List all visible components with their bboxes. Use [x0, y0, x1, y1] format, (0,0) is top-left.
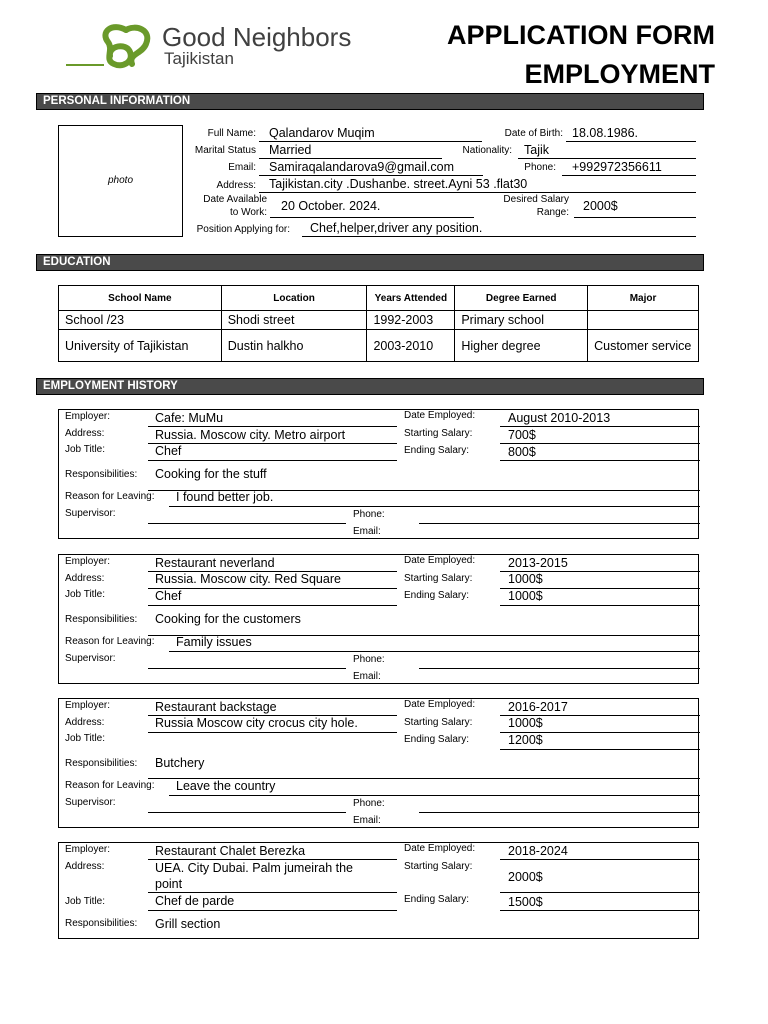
date-available-field[interactable]	[270, 217, 474, 218]
ending-salary-label: Ending Salary:	[404, 590, 470, 601]
table-cell[interactable]: Primary school	[455, 311, 588, 330]
starting-salary-field[interactable]	[500, 443, 700, 444]
marital-label: Marital Status	[194, 145, 256, 156]
ending-salary-value: 800$	[508, 445, 536, 459]
address-label: Address:	[65, 861, 105, 872]
date-employed-value: August 2010-2013	[508, 411, 611, 425]
photo-label: photo	[107, 175, 134, 186]
reason-value: I found better job.	[176, 490, 274, 504]
table-cell[interactable]: Customer service	[588, 330, 699, 362]
employer-label: Employer:	[65, 411, 111, 422]
starting-salary-label: Starting Salary:	[404, 717, 473, 728]
dob-field[interactable]	[566, 141, 696, 142]
starting-salary-field[interactable]	[500, 892, 700, 893]
table-cell[interactable]: School /23	[59, 311, 222, 330]
ending-salary-label: Ending Salary:	[404, 734, 470, 745]
starting-salary-value: 700$	[508, 428, 536, 442]
date-employed-label: Date Employed:	[404, 555, 476, 566]
employer-value: Restaurant neverland	[155, 556, 275, 570]
date-employed-value: 2013-2015	[508, 556, 568, 570]
supervisor-phone-label: Phone:	[353, 509, 385, 520]
employer-value: Restaurant Chalet Berezka	[155, 844, 306, 858]
job-block-1	[58, 409, 699, 539]
responsibilities-label: Responsibilities:	[65, 614, 138, 625]
job-block-2	[58, 554, 699, 684]
job-title-label: Job Title:	[65, 733, 106, 744]
phone-field[interactable]	[562, 175, 696, 176]
address-field[interactable]	[148, 443, 397, 444]
header-years-attended: Years Attended	[367, 286, 455, 311]
date-employed-field[interactable]	[500, 426, 700, 427]
date-employed-label: Date Employed:	[404, 410, 476, 421]
marital-value: Married	[269, 143, 312, 157]
ending-salary-field[interactable]	[500, 910, 700, 911]
ending-salary-value: 1500$	[508, 895, 543, 909]
responsibilities-label: Responsibilities:	[65, 918, 138, 929]
responsibilities-label: Responsibilities:	[65, 469, 138, 480]
header-major: Major	[588, 286, 699, 311]
salary-field[interactable]	[574, 217, 696, 218]
reason-value: Leave the country	[176, 779, 276, 793]
table-row	[59, 311, 699, 330]
salary-value: 2000$	[583, 199, 618, 213]
table-cell[interactable]: Dustin halkho	[221, 330, 367, 362]
supervisor-email-label: Email:	[353, 526, 381, 537]
full-name-label: Full Name:	[207, 128, 256, 139]
address-value: Russia Moscow city crocus city hole.	[155, 716, 358, 730]
employer-label: Employer:	[65, 700, 111, 711]
education-table	[58, 285, 699, 362]
table-cell[interactable]: Higher degree	[455, 330, 588, 362]
job-title-field[interactable]	[148, 910, 397, 911]
starting-salary-value: 1000$	[508, 716, 543, 730]
salary-label-1: Desired Salary	[503, 194, 569, 205]
starting-salary-value: 1000$	[508, 572, 543, 586]
address-label: Address:	[65, 573, 105, 584]
education-header-row	[59, 286, 699, 311]
table-cell[interactable]	[588, 311, 699, 330]
supervisor-phone-field[interactable]	[419, 668, 700, 669]
starting-salary-label: Starting Salary:	[404, 861, 473, 872]
nationality-label: Nationality:	[462, 145, 512, 156]
ending-salary-field[interactable]	[500, 605, 700, 606]
job-block-4	[58, 842, 699, 939]
section-personal: PERSONAL INFORMATION	[36, 93, 704, 110]
ending-salary-field[interactable]	[500, 460, 700, 461]
date-employed-value: 2016-2017	[508, 700, 568, 714]
brand-name: Good Neighbors	[162, 22, 352, 52]
logo-mark-icon	[64, 20, 164, 70]
responsibilities-value: Grill section	[155, 917, 221, 931]
supervisor-field[interactable]	[148, 668, 346, 669]
date-available-label-1: Date Available	[203, 194, 267, 205]
address-value: Russia. Moscow city. Metro airport	[155, 428, 346, 442]
date-employed-label: Date Employed:	[404, 843, 476, 854]
email-value: Samiraqalandarova9@gmail.com	[269, 160, 454, 174]
brand-country: Tajikistan	[164, 49, 234, 68]
section-employment: EMPLOYMENT HISTORY	[36, 378, 704, 395]
supervisor-field[interactable]	[148, 812, 346, 813]
photo-box[interactable]	[58, 125, 183, 237]
header-school-name: School Name	[59, 286, 222, 311]
address-field[interactable]	[148, 588, 397, 589]
supervisor-phone-label: Phone:	[353, 654, 385, 665]
supervisor-phone-label: Phone:	[353, 798, 385, 809]
employer-label: Employer:	[65, 556, 111, 567]
marital-field[interactable]	[259, 158, 442, 159]
reason-label: Reason for Leaving:	[65, 636, 155, 647]
table-cell[interactable]: University of Tajikistan	[59, 330, 222, 362]
date-available-label-2: to Work:	[229, 207, 267, 218]
address-label: Address:	[65, 717, 105, 728]
dob-label: Date of Birth:	[504, 128, 563, 139]
job-title-value: Chef	[155, 589, 182, 603]
date-employed-value: 2018-2024	[508, 844, 568, 858]
supervisor-label: Supervisor:	[65, 797, 116, 808]
employer-field[interactable]	[148, 859, 397, 860]
reason-field[interactable]	[169, 506, 700, 507]
address-value-line1: UEA. City Dubai. Palm jumeirah the	[155, 861, 353, 875]
table-cell[interactable]: 1992-2003	[367, 311, 455, 330]
dob-value: 18.08.1986.	[572, 126, 639, 140]
address-value: Russia. Moscow city. Red Square	[155, 572, 341, 586]
table-row	[59, 330, 699, 362]
responsibilities-value: Butchery	[155, 756, 205, 770]
responsibilities-value: Cooking for the stuff	[155, 467, 267, 481]
job-block-3	[58, 698, 699, 828]
job-title-label: Job Title:	[65, 896, 106, 907]
ending-salary-value: 1000$	[508, 589, 543, 603]
job-title-value: Chef de parde	[155, 894, 235, 908]
form-title-line2: EMPLOYMENT	[524, 59, 715, 89]
address-label: Address:	[216, 180, 256, 191]
address-field[interactable]	[148, 732, 397, 733]
job-title-label: Job Title:	[65, 444, 106, 455]
starting-salary-label: Starting Salary:	[404, 573, 473, 584]
table-cell[interactable]: 2003-2010	[367, 330, 455, 362]
supervisor-field[interactable]	[148, 523, 346, 524]
job-title-value: Chef	[155, 444, 182, 458]
full-name-field[interactable]	[259, 141, 482, 142]
address-field[interactable]	[259, 192, 696, 193]
employer-label: Employer:	[65, 844, 111, 855]
ending-salary-label: Ending Salary:	[404, 894, 470, 905]
reason-field[interactable]	[169, 795, 700, 796]
ending-salary-value: 1200$	[508, 733, 543, 747]
ending-salary-field[interactable]	[500, 749, 700, 750]
address-value: Tajikistan.city .Dushanbe. street.Ayni 53 .flat30	[269, 177, 528, 191]
table-cell[interactable]: Shodi street	[221, 311, 367, 330]
phone-value: +992972356611	[572, 160, 662, 174]
address-label: Address:	[65, 428, 105, 439]
starting-salary-label: Starting Salary:	[404, 428, 473, 439]
position-value: Chef,helper,driver any position.	[310, 221, 483, 235]
ending-salary-label: Ending Salary:	[404, 445, 470, 456]
full-name-value: Qalandarov Muqim	[269, 126, 375, 140]
salary-label-2: Range:	[536, 207, 569, 218]
supervisor-phone-field[interactable]	[419, 812, 700, 813]
date-employed-field[interactable]	[500, 859, 700, 860]
supervisor-email-label: Email:	[353, 671, 381, 682]
reason-value: Family issues	[176, 635, 252, 649]
reason-label: Reason for Leaving:	[65, 780, 155, 791]
reason-label: Reason for Leaving:	[65, 491, 155, 502]
employer-value: Restaurant backstage	[155, 700, 277, 714]
responsibilities-label: Responsibilities:	[65, 758, 138, 769]
date-employed-label: Date Employed:	[404, 699, 476, 710]
responsibilities-value: Cooking for the customers	[155, 612, 301, 626]
job-title-label: Job Title:	[65, 589, 106, 600]
starting-salary-value: 2000$	[508, 870, 543, 884]
supervisor-phone-field[interactable]	[419, 523, 700, 524]
job-block-4-bottom-rule	[58, 938, 699, 939]
phone-label: Phone:	[524, 162, 556, 173]
section-education: EDUCATION	[36, 254, 704, 271]
form-title-line1: APPLICATION FORM	[447, 20, 715, 50]
position-field[interactable]	[302, 236, 696, 237]
date-available-value: 20 October. 2024.	[281, 199, 381, 213]
address-field[interactable]	[148, 892, 397, 893]
email-field[interactable]	[259, 175, 483, 176]
supervisor-label: Supervisor:	[65, 508, 116, 519]
employer-field[interactable]	[148, 426, 397, 427]
nationality-value: Tajik	[524, 143, 550, 157]
reason-field[interactable]	[169, 651, 700, 652]
header-degree-earned: Degree Earned	[455, 286, 588, 311]
nationality-field[interactable]	[518, 158, 696, 159]
email-label: Email:	[228, 162, 256, 173]
employer-value: Cafe: MuMu	[155, 411, 224, 425]
job-title-field[interactable]	[148, 605, 397, 606]
supervisor-email-label: Email:	[353, 815, 381, 826]
supervisor-label: Supervisor:	[65, 653, 116, 664]
logo	[64, 20, 384, 70]
position-label: Position Applying for:	[196, 224, 290, 235]
job-title-field[interactable]	[148, 460, 397, 461]
header-location: Location	[221, 286, 367, 311]
address-value-line2: point	[155, 877, 183, 891]
